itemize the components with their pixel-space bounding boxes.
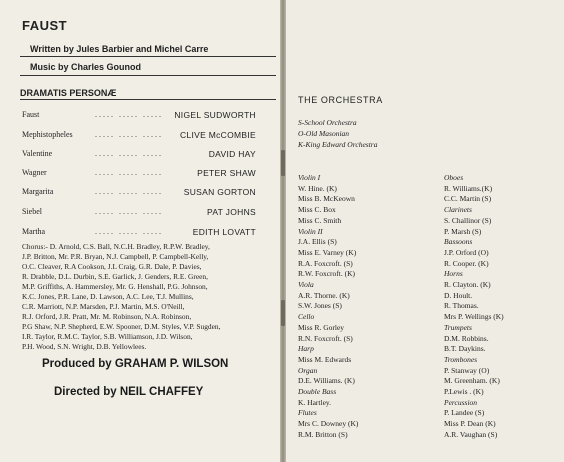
musician-name: P. Stanway (O) [444, 365, 490, 375]
musician-name: Miss P. Dean (K) [444, 419, 496, 429]
musician-name: S.W. Jones (S) [298, 301, 342, 311]
instrument-section: Viola [298, 280, 314, 290]
cast-role: Wagner [22, 168, 47, 177]
musician-name: S. Challinor (S) [444, 215, 492, 225]
musician-name: P. Marsh (S) [444, 226, 482, 236]
legend-item: K-King Edward Orchestra [298, 140, 378, 149]
chorus-line: M.P. Griffiths, A. Hammersley, Mr. G. Henshall, P.G. Johnson, [22, 281, 208, 291]
instrument-section: Oboes [444, 173, 464, 182]
chorus-line: R.J. Orford, J.R. Pratt, Mr. M. Robinson, N.A. Robinson, [22, 311, 192, 321]
cast-actor: NIGEL SUDWORTH [174, 110, 256, 120]
divider [20, 75, 276, 76]
instrument-section: Double Bass [298, 387, 337, 397]
chorus-line: C.R. Marriott, N.P. Marsden, P.J. Martin, M.S. O'Neill, [22, 301, 185, 311]
musician-name: Miss B. McKeown [298, 194, 355, 204]
leader-dots: ..... ..... ..... [95, 168, 163, 177]
legend-item: O-Old Masonian [298, 129, 350, 138]
chorus-line: R. Drabble, D.L. Durbin, S.E. Garlick, J. Genders, R.E. Green, [22, 271, 208, 281]
instrument-section: Flutes [298, 408, 317, 418]
musician-name: P.Lewis . (K) [444, 387, 484, 397]
cast-actor: PETER SHAW [197, 168, 256, 178]
musician-name: R. Thomas. [444, 301, 479, 311]
leader-dots: ..... ..... ..... [95, 149, 163, 158]
cast-role: Siebel [22, 207, 42, 216]
divider [20, 99, 276, 100]
musician-name: K. Hartley. [298, 397, 332, 407]
instrument-section: Organ [298, 365, 318, 375]
instrument-section: Horns [444, 269, 463, 279]
musician-name: Miss M. Edwards [298, 354, 352, 364]
produced-by: Produced by GRAHAM P. WILSON [42, 358, 229, 370]
chorus-line: I.R. Taylor, R.M.C. Taylor, S.B. Williamson, J.D. Wilson, [22, 331, 193, 341]
chorus-list [22, 242, 280, 351]
musician-name: M. Greenham. (K) [444, 376, 500, 386]
musician-name: Mrs C. Downey (K) [298, 419, 359, 429]
cast-actor: CLIVE McCOMBIE [180, 130, 256, 140]
musician-name: J.A. Ellis (S) [298, 237, 337, 247]
chorus-line: K.C. Jones, P.R. Lane, D. Lawson, A.C. Lee, T.J. Mullins, [22, 291, 194, 301]
musician-name: D.M. Robbins. [444, 333, 489, 343]
musician-name: R. Clayton. (K) [444, 280, 491, 290]
cast-actor: DAVID HAY [208, 149, 256, 159]
staple [281, 300, 285, 326]
orchestra-column-left [298, 173, 358, 441]
musician-name: R.A. Foxcroft. (S) [298, 258, 353, 268]
musician-name: A.R. Thorne. (K) [298, 290, 350, 300]
leader-dots: ..... ..... ..... [95, 130, 163, 139]
instrument-section: Bassoons [444, 237, 473, 247]
instrument-section: Violin II [298, 226, 323, 236]
written-by: Written by Jules Barbier and Michel Carre [30, 44, 209, 54]
musician-name: W. Hine. (K) [298, 183, 337, 193]
divider [20, 56, 276, 57]
instrument-section: Trumpets [444, 322, 472, 332]
musician-name: R. Williams.(K) [444, 183, 493, 193]
instrument-section: Cello [298, 312, 315, 322]
chorus-line: P.G Shaw, N.P. Shepherd, E.W. Spooner, D.M. Styles, V.P. Sugden, [22, 321, 221, 331]
leader-dots: ..... ..... ..... [95, 207, 163, 216]
chorus-line: Chorus:- D. Arnold, C.S. Ball, N.C.H. Bradley, R.P.W. Bradley, [22, 242, 210, 251]
leader-dots: ..... ..... ..... [95, 227, 163, 236]
musician-name: J.P. Orford (O) [444, 247, 489, 257]
chorus-line: O.C. Cleaver, R.A Cookson, J.L Craig, G.R. Dale, P. Davies, [22, 261, 202, 271]
left-page [0, 0, 280, 462]
cast-role: Faust [22, 110, 40, 119]
opera-title: FAUST [22, 18, 68, 33]
musician-name: Miss E. Varney (K) [298, 247, 357, 257]
cast-role: Margarita [22, 187, 54, 196]
musician-name: D. Hoult. [444, 290, 473, 300]
musician-name: R.W. Foxcroft. (K) [298, 269, 356, 279]
instrument-section: Harp [298, 344, 314, 354]
instrument-section: Violin I [298, 173, 321, 182]
orchestra-column-right [444, 173, 504, 441]
musician-name: Miss C. Smith [298, 215, 342, 225]
instrument-section: Clarinets [444, 205, 472, 215]
cast-role: Valentine [22, 149, 53, 158]
cast-actor: SUSAN GORTON [183, 187, 256, 197]
musician-name: P. Landee (S) [444, 408, 485, 418]
cast-role: Martha [22, 227, 46, 236]
leader-dots: ..... ..... ..... [95, 110, 163, 119]
legend-item: S-School Orchestra [298, 118, 357, 127]
cast-actor: PAT JOHNS [207, 207, 256, 217]
orchestra-title: THE ORCHESTRA [298, 95, 383, 105]
instrument-section: Trombones [444, 354, 478, 364]
leader-dots: ..... ..... ..... [95, 187, 163, 196]
musician-name: C.C. Martin (S) [444, 194, 492, 204]
musician-name: Miss R. Gorley [298, 322, 345, 332]
orchestra-legend [298, 117, 377, 150]
directed-by: Directed by NEIL CHAFFEY [54, 386, 204, 398]
musician-name: R.N. Foxcroft. (S) [298, 333, 353, 343]
musician-name: A.R. Vaughan (S) [444, 429, 498, 439]
musician-name: D.E. Williams. (K) [298, 376, 355, 386]
musician-name: B.T. Daykins. [444, 344, 486, 354]
music-by: Music by Charles Gounod [30, 62, 142, 72]
staple [281, 150, 285, 176]
cast-actor: EDITH LOVATT [192, 227, 256, 237]
chorus-line: J.P. Britton, Mr. P.R. Bryan, N.J. Campbell, P. Campbell-Kelly, [22, 251, 209, 261]
instrument-section: Percussion [444, 397, 478, 407]
musician-name: R. Cooper. (K) [444, 258, 489, 268]
right-page [286, 0, 564, 462]
musician-name: R.M. Britton (S) [298, 429, 348, 439]
cast-role: Mephistopheles [22, 130, 73, 139]
chorus-line: P.H. Wood, S.N. Wright, D.B. Yellowlees. [22, 341, 147, 351]
musician-name: Mrs P. Wellings (K) [444, 312, 504, 322]
dramatis-heading: DRAMATIS PERSONÆ [20, 88, 117, 98]
musician-name: Miss C. Box [298, 205, 336, 215]
